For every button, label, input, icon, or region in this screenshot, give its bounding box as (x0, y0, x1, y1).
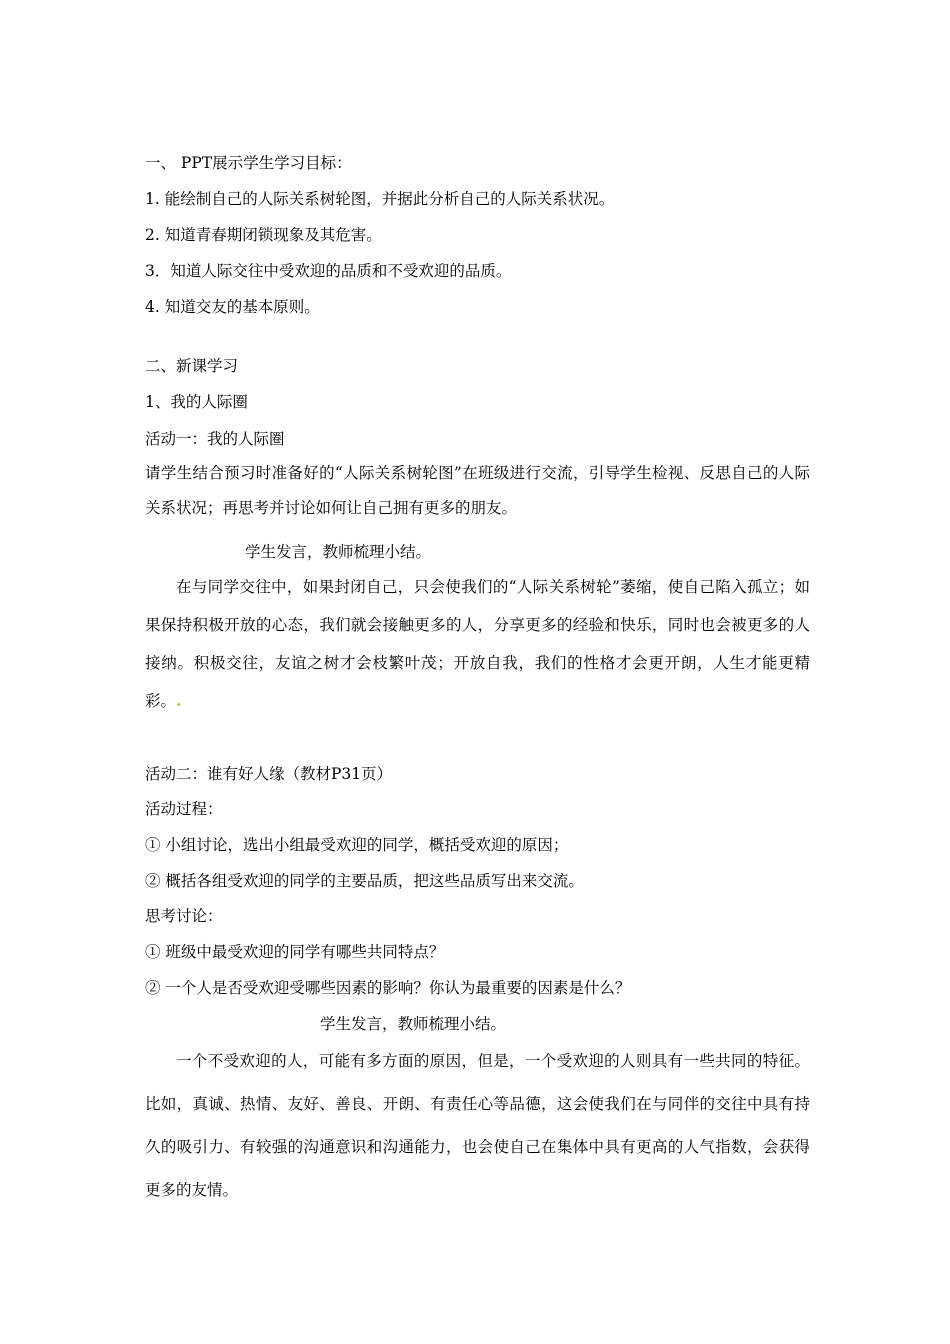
section1-heading: 一、 PPT展示学生学习目标： (145, 154, 352, 172)
activity2-note: 学生发言，教师梳理小结。 (320, 1015, 507, 1033)
activity2-title: 活动二：谁有好人缘（教材P31页） (145, 765, 393, 783)
activity1-note: 学生发言，教师梳理小结。 (245, 543, 432, 561)
goal-item: 3．知道人际交往中受欢迎的品质和不受欢迎的品质。 (145, 262, 512, 280)
activity2-question: ① 班级中最受欢迎的同学有哪些共同特点？ (145, 943, 445, 961)
section2-subheading: 1、我的人际圈 (145, 393, 248, 411)
activity2-discussion-label: 思考讨论： (145, 907, 223, 925)
activity1-summary-text: 在与同学交往中，如果封闭自己，只会使我们的“人际关系树轮”萎缩，使自己陷入孤立；如果保持积极开放的心态，我们就会接触更多的人，分享更多的经验和快乐，同时也会被更多的人接纳。积极交往，友谊之树才会枝繁叶茂；开放自我，我们的性格才会更开朗，人生才能更精彩。 (145, 578, 810, 710)
activity2-step: ② 概括各组受欢迎的同学的主要品质，把这些品质写出来交流。 (145, 872, 584, 890)
activity2-question: ② 一个人是否受欢迎受哪些因素的影响？你认为最重要的因素是什么？ (145, 979, 631, 997)
activity2-step: ① 小组讨论，选出小组最受欢迎的同学，概括受欢迎的原因； (145, 836, 569, 854)
section2-heading: 二、新课学习 (145, 357, 239, 375)
activity1-summary (145, 568, 810, 720)
goal-item: 1. 能绘制自己的人际关系树轮图，并据此分析自己的人际关系状况。 (145, 190, 615, 208)
highlight-dot: . (176, 691, 182, 710)
activity2-summary: 一个不受欢迎的人，可能有多方面的原因，但是，一个受欢迎的人则具有一些共同的特征。比如，真诚、热情、友好、善良、开朗、有责任心等品德，这会使我们在与同伴的交往中具有持久的吸引力、有较强的沟通意识和沟通能力，也会使自己在集体中具有更高的人气指数，会获得更多的友情。 (145, 1052, 810, 1199)
activity2-process-label: 活动过程： (145, 800, 223, 818)
activity1-title: 活动一：我的人际圈 (145, 430, 285, 448)
goal-item: 2. 知道青春期闭锁现象及其危害。 (145, 226, 382, 244)
activity1-instruction: 请学生结合预习时准备好的“人际关系树轮图”在班级进行交流，引导学生检视、反思自己的人际关系状况；再思考并讨论如何让自己拥有更多的朋友。 (145, 464, 810, 517)
goal-item: 4. 知道交友的基本原则。 (145, 298, 320, 316)
